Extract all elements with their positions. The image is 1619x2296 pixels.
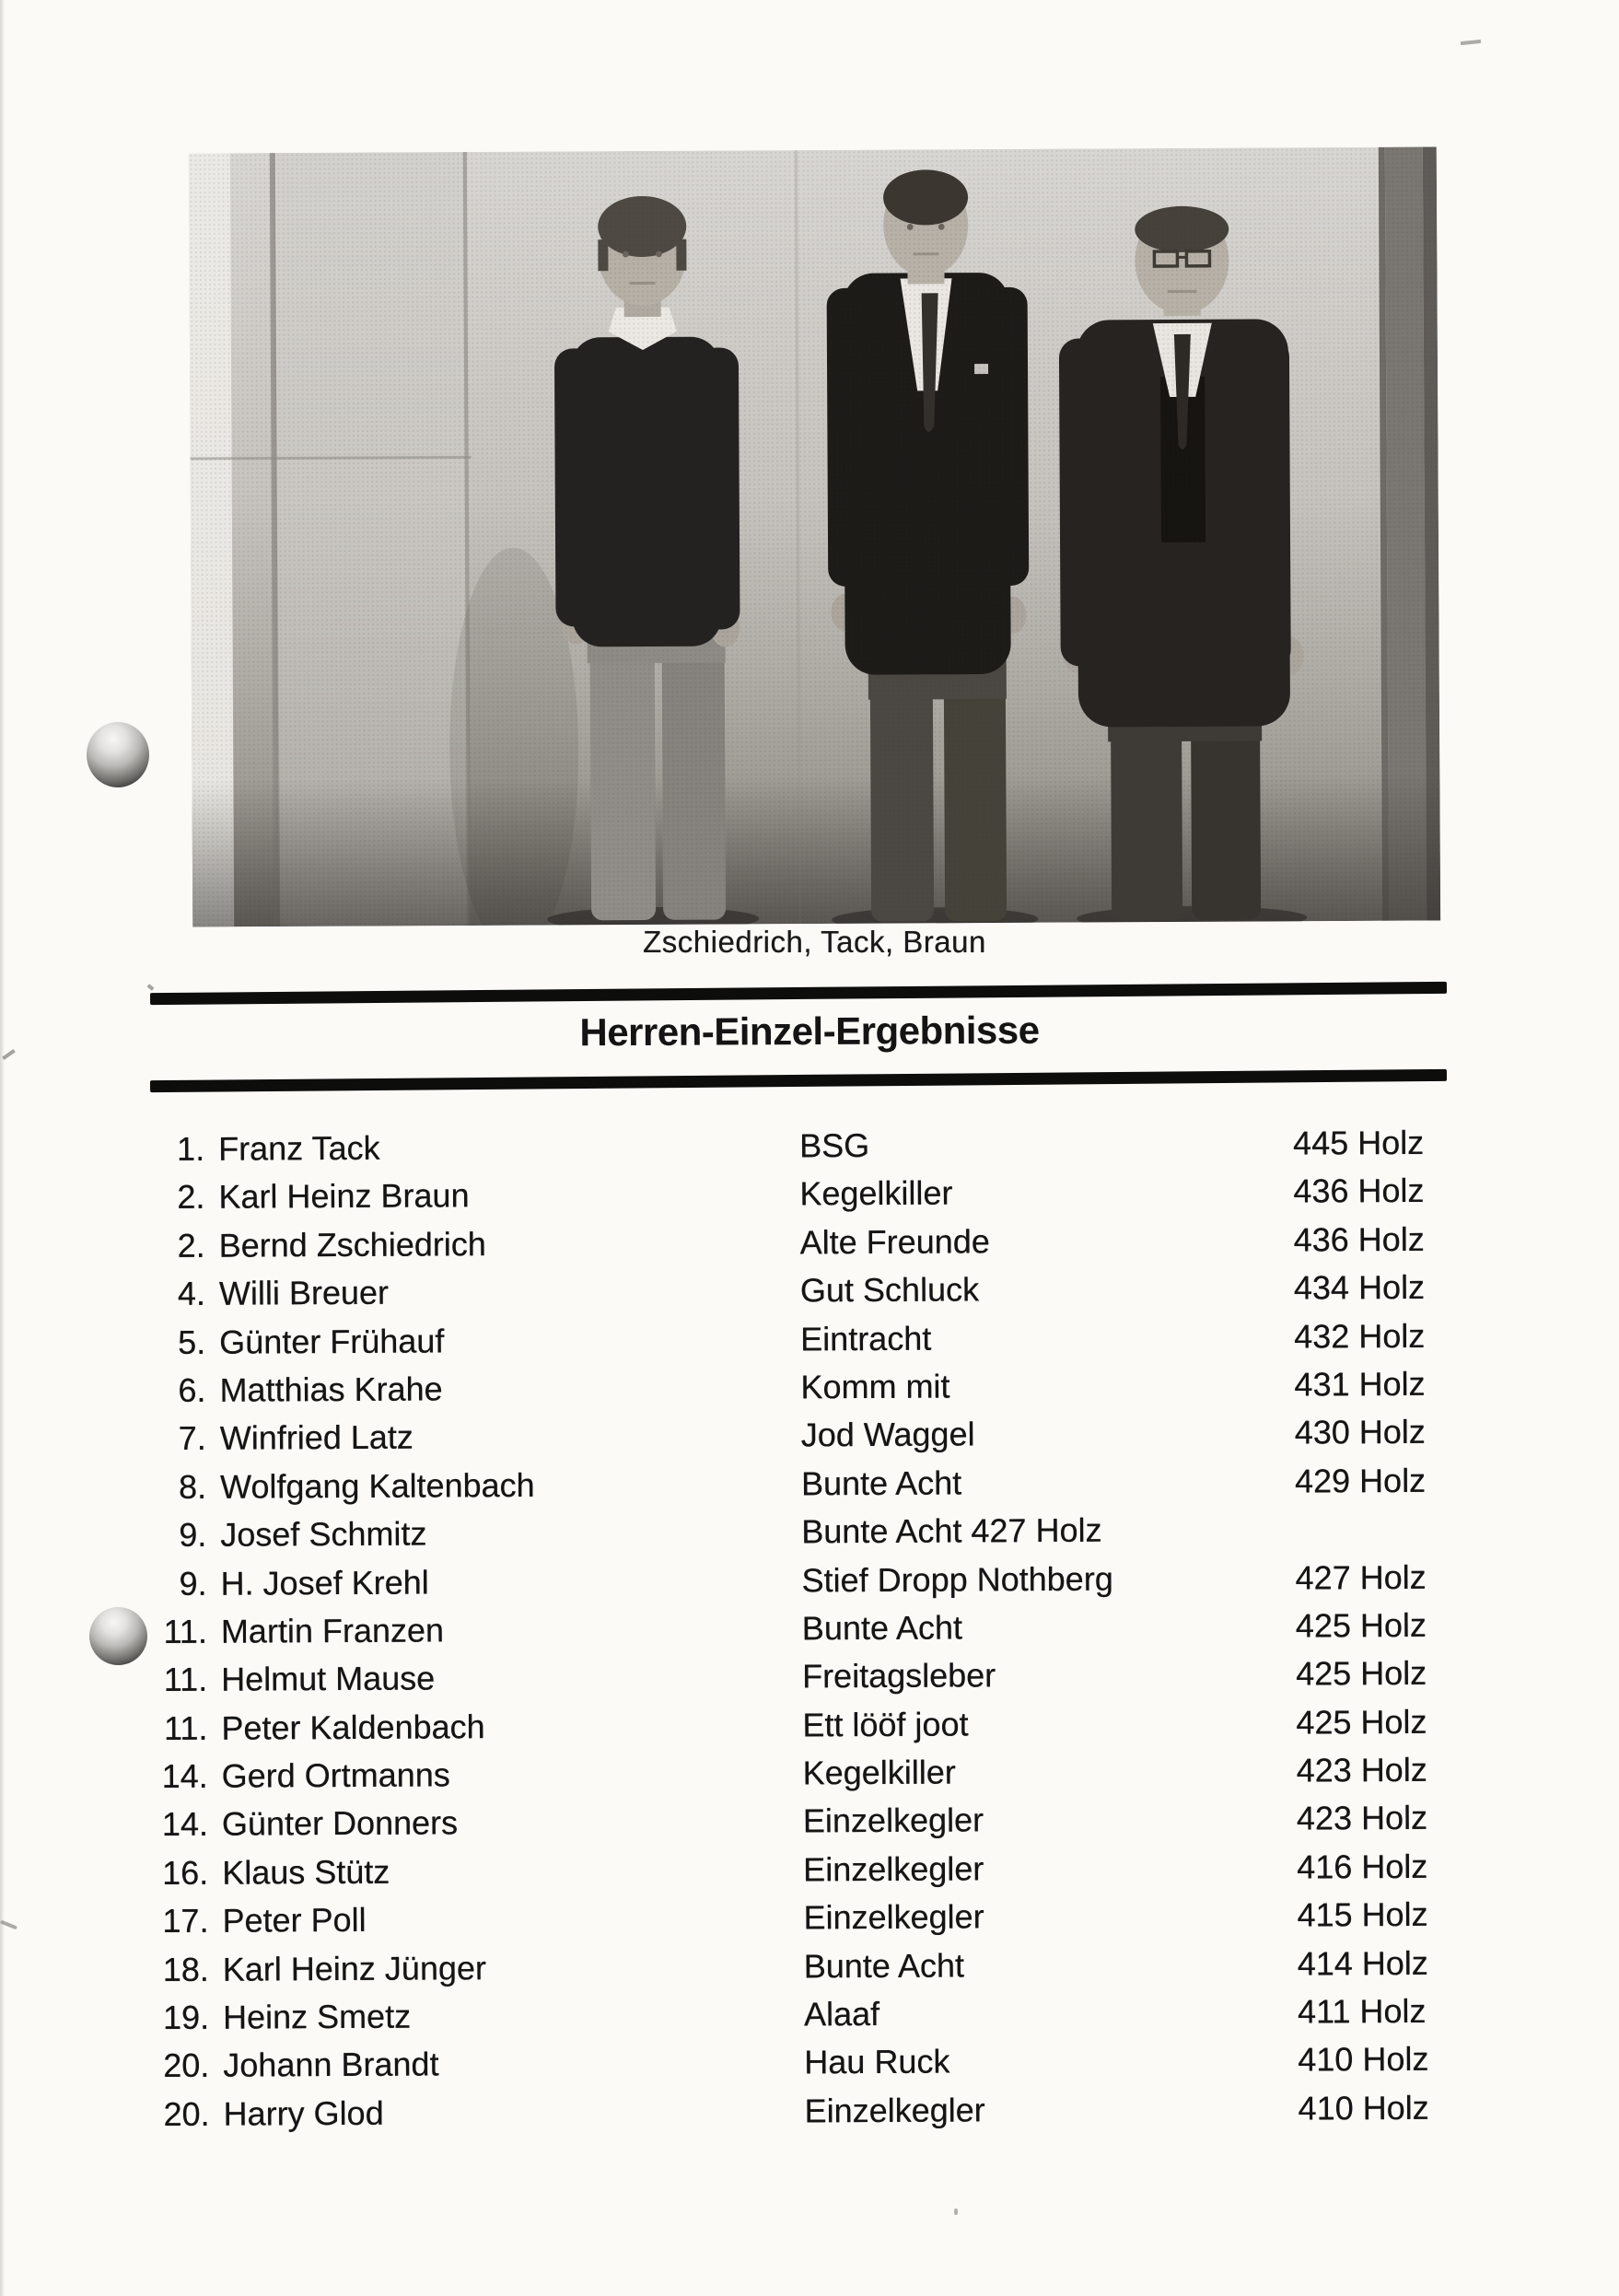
score-cell: 425 Holz bbox=[1295, 1605, 1427, 1645]
name-cell: Peter Poll bbox=[222, 1901, 367, 1940]
club-cell: Einzelkegler bbox=[802, 1801, 984, 1840]
group-photo bbox=[189, 146, 1440, 927]
club-cell: Gut Schluck bbox=[799, 1270, 980, 1310]
score-cell: 410 Holz bbox=[1298, 2088, 1429, 2127]
club-cell: Bunte Acht bbox=[800, 1463, 962, 1503]
name-cell: Heinz Smetz bbox=[222, 1997, 412, 2036]
table-row bbox=[3, 1649, 1619, 1706]
score-cell: 415 Holz bbox=[1297, 1895, 1428, 1934]
club-cell: Einzelkegler bbox=[803, 1897, 984, 1937]
table-row bbox=[5, 1938, 1619, 1995]
table-row bbox=[3, 1696, 1619, 1754]
rank-cell: 20. bbox=[163, 2046, 210, 2085]
rank-cell: 16. bbox=[162, 1853, 209, 1892]
rank-cell: 17. bbox=[162, 1902, 209, 1941]
rank-cell: 2. bbox=[177, 1178, 205, 1217]
name-cell: Klaus Stütz bbox=[222, 1852, 390, 1892]
table-row bbox=[1, 1263, 1619, 1320]
club-cell: Jod Waggel bbox=[800, 1415, 975, 1454]
rank-cell: 8. bbox=[178, 1467, 207, 1506]
score-cell: 434 Holz bbox=[1293, 1268, 1426, 1307]
page-title: Herren-Einzel-Ergebnisse bbox=[579, 1008, 1040, 1055]
rank-cell: 6. bbox=[178, 1370, 206, 1409]
club-cell: Alaaf bbox=[803, 1994, 880, 2034]
table-row bbox=[1, 1359, 1619, 1416]
rank-cell: 18. bbox=[162, 1950, 209, 1988]
club-cell: Alte Freunde bbox=[799, 1222, 990, 1262]
name-cell: H. Josef Krehl bbox=[220, 1563, 429, 1603]
rank-cell: 11. bbox=[163, 1661, 208, 1699]
group-photo-illustration bbox=[189, 146, 1440, 927]
score-cell: 436 Holz bbox=[1293, 1219, 1425, 1259]
scan-artifact-dash bbox=[1461, 40, 1481, 45]
name-cell: Franz Tack bbox=[218, 1128, 380, 1168]
name-cell: Karl Heinz Braun bbox=[218, 1176, 470, 1217]
rank-cell: 20. bbox=[163, 2094, 210, 2133]
name-cell: Matthias Krahe bbox=[219, 1369, 443, 1409]
table-row bbox=[4, 1842, 1619, 1899]
name-cell: Bernd Zschiedrich bbox=[218, 1224, 486, 1265]
score-cell: 430 Holz bbox=[1294, 1413, 1426, 1451]
name-cell: Martin Franzen bbox=[220, 1611, 445, 1650]
rank-cell: 7. bbox=[178, 1419, 206, 1458]
name-cell: Gerd Ortmanns bbox=[221, 1755, 450, 1795]
score-cell: 414 Holz bbox=[1297, 1943, 1428, 1983]
rank-cell: 2. bbox=[177, 1226, 205, 1265]
club-cell: Bunte Acht 427 Holz bbox=[801, 1510, 1102, 1551]
score-cell: 436 Holz bbox=[1293, 1171, 1425, 1210]
score-cell: 411 Holz bbox=[1297, 1991, 1427, 2031]
score-cell: 416 Holz bbox=[1297, 1847, 1428, 1886]
name-cell: Johann Brandt bbox=[223, 2045, 439, 2085]
table-row bbox=[4, 1745, 1619, 1802]
name-cell: Helmut Mause bbox=[221, 1659, 436, 1698]
table-row bbox=[1, 1311, 1619, 1368]
rank-cell: 14. bbox=[161, 1805, 209, 1844]
table-row bbox=[4, 1890, 1619, 1947]
table-row bbox=[1, 1215, 1619, 1272]
club-cell: Kegelkiller bbox=[802, 1753, 956, 1792]
name-cell: Harry Glod bbox=[223, 2093, 384, 2133]
name-cell: Günter Frühauf bbox=[219, 1321, 445, 1361]
punch-hole-mark bbox=[87, 722, 149, 787]
rank-cell: 14. bbox=[161, 1756, 208, 1796]
score-cell: 431 Holz bbox=[1294, 1364, 1426, 1404]
rank-cell: 11. bbox=[163, 1612, 207, 1650]
score-cell: 425 Holz bbox=[1296, 1702, 1427, 1742]
name-cell: Günter Donners bbox=[221, 1803, 459, 1844]
photo-caption: Zschiedrich, Tack, Braun bbox=[643, 925, 986, 959]
name-cell: Karl Heinz Jünger bbox=[222, 1948, 487, 1988]
club-cell: Einzelkegler bbox=[804, 2091, 985, 2130]
name-cell: Wolfgang Kaltenbach bbox=[219, 1465, 535, 1506]
club-cell: Kegelkiller bbox=[799, 1173, 953, 1213]
club-cell: BSG bbox=[799, 1125, 870, 1165]
table-row bbox=[3, 1601, 1619, 1658]
name-cell: Peter Kaldenbach bbox=[221, 1707, 485, 1747]
punch-hole-mark bbox=[89, 1607, 147, 1665]
score-cell: 423 Holz bbox=[1296, 1750, 1427, 1789]
club-cell: Komm mit bbox=[800, 1367, 950, 1406]
name-cell: Josef Schmitz bbox=[220, 1514, 427, 1554]
score-cell: 423 Holz bbox=[1296, 1799, 1428, 1838]
club-cell: Stief Dropp Nothberg bbox=[801, 1559, 1113, 1599]
rank-cell: 1. bbox=[176, 1129, 205, 1168]
club-cell: Eintracht bbox=[800, 1319, 932, 1358]
table-row bbox=[5, 2034, 1619, 2092]
rank-cell: 11. bbox=[163, 1708, 208, 1747]
name-cell: Winfried Latz bbox=[219, 1417, 413, 1458]
rank-cell: 9. bbox=[179, 1564, 207, 1603]
table-row bbox=[2, 1407, 1619, 1464]
divider-rule-bottom bbox=[150, 1069, 1447, 1092]
rank-cell: 9. bbox=[179, 1515, 207, 1555]
club-cell: Bunte Acht bbox=[801, 1608, 963, 1648]
table-row bbox=[2, 1552, 1619, 1609]
table-row bbox=[0, 1166, 1619, 1223]
scan-artifact-speck bbox=[954, 2209, 958, 2215]
scan-artifact-speck bbox=[147, 984, 155, 991]
name-cell: Willi Breuer bbox=[218, 1273, 390, 1312]
club-cell: Bunte Acht bbox=[803, 1946, 965, 1986]
table-row bbox=[5, 1987, 1619, 2044]
table-row bbox=[2, 1455, 1619, 1512]
club-cell: Hau Ruck bbox=[804, 2042, 950, 2081]
rank-cell: 5. bbox=[178, 1323, 206, 1361]
rank-cell: 19. bbox=[162, 1998, 210, 2037]
score-cell: 425 Holz bbox=[1296, 1654, 1427, 1693]
table-row bbox=[0, 1118, 1619, 1175]
score-cell: 427 Holz bbox=[1295, 1557, 1427, 1597]
results-list bbox=[0, 1118, 1619, 2139]
score-cell: 432 Holz bbox=[1294, 1316, 1426, 1356]
club-cell: Ett lööf joot bbox=[802, 1705, 969, 1744]
club-cell: Freitagsleber bbox=[802, 1656, 996, 1696]
rank-cell: 4. bbox=[177, 1274, 206, 1313]
divider-rule-top bbox=[150, 982, 1447, 1005]
table-row bbox=[4, 1793, 1619, 1850]
score-cell: 445 Holz bbox=[1293, 1123, 1425, 1162]
table-row bbox=[5, 2083, 1619, 2140]
score-cell: 410 Holz bbox=[1298, 2040, 1429, 2079]
table-row bbox=[2, 1504, 1619, 1561]
score-cell: 429 Holz bbox=[1294, 1461, 1427, 1500]
club-cell: Einzelkegler bbox=[803, 1849, 984, 1889]
